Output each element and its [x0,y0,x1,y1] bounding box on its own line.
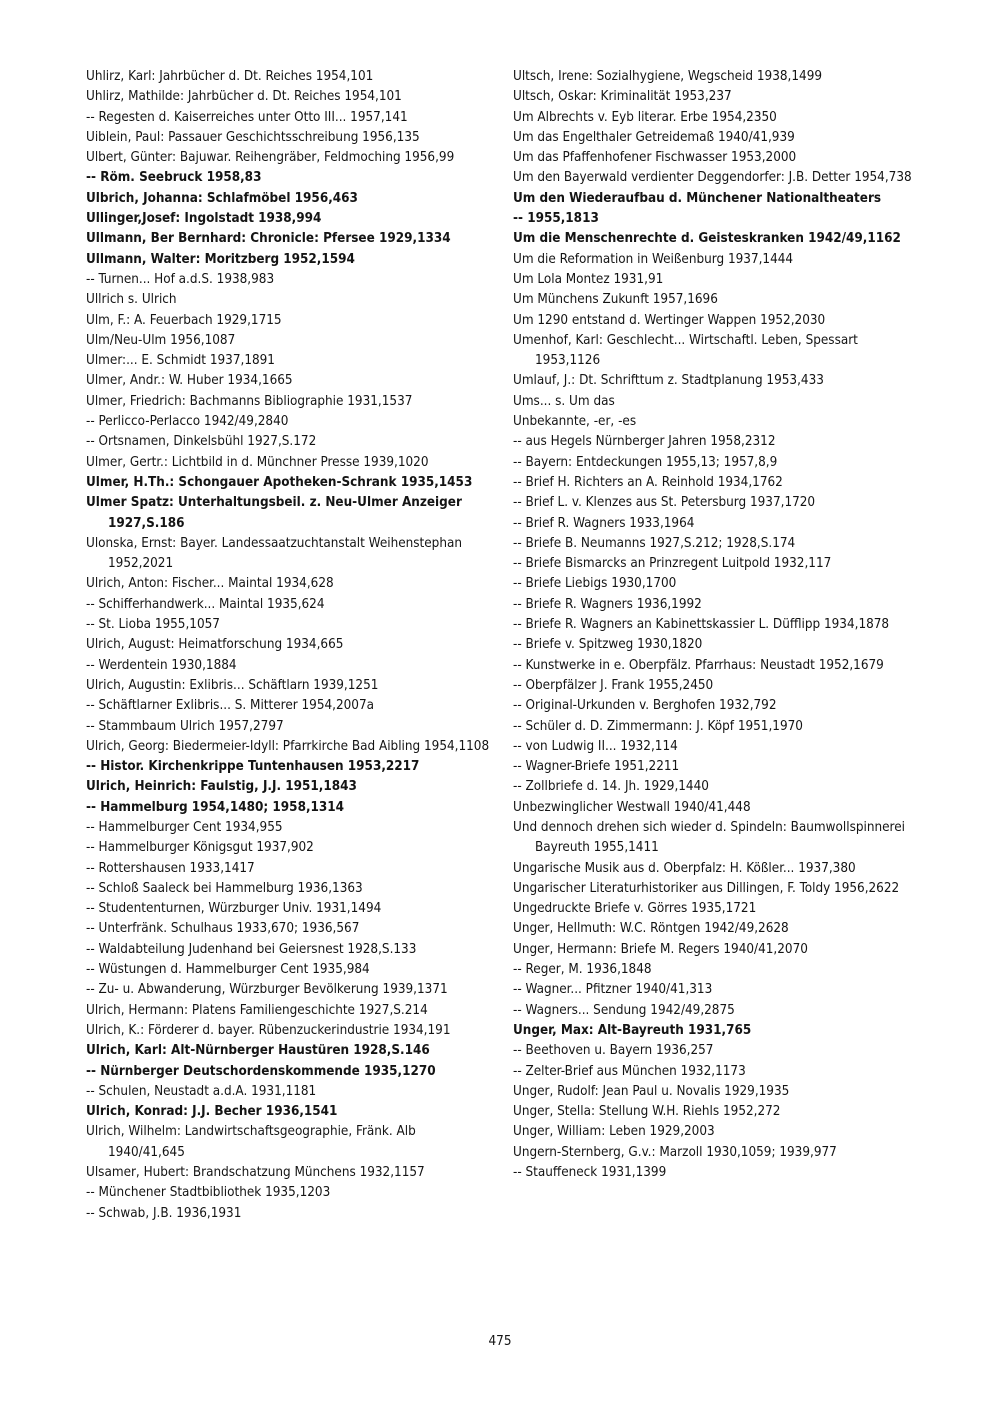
index-entry: -- St. Lioba 1955,1057 [86,617,220,633]
index-entry: Ulrich, Anton: Fischer... Maintal 1934,628 [86,576,334,592]
index-entry: -- Schäftlarner Exlibris... S. Mitterer 1954,2007a [86,698,375,714]
index-entry: -- Schüler d. D. Zimmermann: J. Köpf 1951,1970 [513,718,803,734]
index-entry: -- Turnen... Hof a.d.S. 1938,983 [86,271,275,287]
index-entry: Ultsch, Irene: Sozialhygiene, Wegscheid 1938,1499 [513,69,823,84]
index-entry: Unbekannte, -er, -es [513,414,637,430]
index-entry: Ulm, F.: A. Feuerbach 1929,1715 [86,312,282,328]
index-entry: -- Studententurnen, Würzburger Univ. 1931,1494 [86,901,382,917]
index-entry: Unger, Rudolf: Jean Paul u. Novalis 1929,1935 [513,1083,790,1099]
index-entry: -- Stammbaum Ulrich 1957,2797 [86,718,284,734]
index-entry: Uiblein, Paul: Passauer Geschichtsschreibung 1956,135 [86,129,420,145]
index-entry: Ulrich, Heinrich: Faulstig, J.J. 1951,1843 [86,779,357,795]
index-entry: -- Briefe Liebigs 1930,1700 [513,576,677,592]
index-entry: -- Wüstungen d. Hammelburger Cent 1935,984 [86,962,370,978]
index-entry: -- Histor. Kirchenkrippe Tuntenhausen 1953,2217 [86,759,420,775]
index-entry: Um 1290 entstand d. Wertinger Wappen 1952,2030 [513,312,826,328]
index-entry: Ulrich, Hermann: Platens Familiengeschichte 1927,S.214 [86,1002,428,1018]
index-entry: Um Lola Montez 1931,91 [513,271,664,287]
index-entry: -- Ortsnamen, Dinkelsbühl 1927,S.172 [86,434,317,450]
index-entry: Ums... s. Um das [513,393,615,409]
index-entry: -- Briefe R. Wagners an Kabinettskassier L. Düfflipp 1934,1878 [513,617,890,633]
index-entry: Unger, Hellmuth: W.C. Röntgen 1942/49,2628 [513,921,789,937]
index-entry: -- Brief L. v. Klenzes aus St. Petersburg 1937,1720 [513,495,816,511]
index-entry: -- Reger, M. 1936,1848 [513,962,652,978]
index-entry: -- Münchener Stadtbibliothek 1935,1203 [86,1185,331,1201]
index-entry: -- Briefe B. Neumanns 1927,S.212; 1928,S.174 [513,535,796,551]
index-entry: -- 1955,1813 [513,211,599,227]
index-entry: -- Zelter-Brief aus München 1932,1173 [513,1063,746,1079]
index-entry: Ulrich, Augustin: Exlibris... Schäftlarn 1939,1251 [86,677,379,693]
index-entry: Ulbert, Günter: Bajuwar. Reihengräber, Feldmoching 1956,99 [86,150,455,166]
index-entry: Ullinger,Josef: Ingolstadt 1938,994 [86,211,322,227]
index-entry: Um das Engelthaler Getreidemaß 1940/41,939 [513,129,795,145]
index-entry: -- Wagner-Briefe 1951,2211 [513,759,680,775]
index-entry: Unger, William: Leben 1929,2003 [513,1124,715,1140]
right-index-column [513,67,925,1183]
index-entry: -- Werdentein 1930,1884 [86,657,237,673]
index-entry: Ulrich, Konrad: J.J. Becher 1936,1541 [86,1104,338,1120]
index-entry: Um den Wiederaufbau d. Münchener Nationaltheaters [513,190,882,206]
index-entry: Und dennoch drehen sich wieder d. Spindeln: Baumwollspinnerei Bayreuth 1955,1411 [513,819,905,856]
index-entry: -- Zu- u. Abwanderung, Würzburger Bevölkerung 1939,1371 [86,982,448,998]
index-entry: -- Waldabteilung Judenhand bei Geiersnest 1928,S.133 [86,941,417,957]
index-entry: -- Hammelburger Königsgut 1937,902 [86,840,314,856]
index-entry: -- Brief H. Richters an A. Reinhold 1934,1762 [513,474,783,490]
index-entry: Ulmer:... E. Schmidt 1937,1891 [86,353,275,369]
index-entry: -- Bayern: Entdeckungen 1955,13; 1957,8,9 [513,454,778,470]
index-entry: Ungarische Musik aus d. Oberpfalz: H. Kößler... 1937,380 [513,860,856,876]
index-entry: -- Kunstwerke in e. Oberpfälz. Pfarrhaus: Neustadt 1952,1679 [513,657,884,673]
index-entry: Ulrich, Georg: Biedermeier-Idyll: Pfarrkirche Bad Aibling 1954,1108 [86,738,490,754]
index-entry: -- Stauffeneck 1931,1399 [513,1165,667,1181]
index-entry: -- Original-Urkunden v. Berghofen 1932,792 [513,698,777,714]
index-entry: Ulrich, K.: Förderer d. bayer. Rübenzuckerindustrie 1934,191 [86,1022,451,1038]
index-entry: Umenhof, Karl: Geschlecht... Wirtschaftl. Leben, Spessart 1953,1126 [513,332,858,369]
index-entry: Unbezwinglicher Westwall 1940/41,448 [513,799,751,815]
index-entry: Ullmann, Walter: Moritzberg 1952,1594 [86,251,355,267]
index-entry: -- Wagners... Sendung 1942/49,2875 [513,1002,735,1018]
index-entry: -- Unterfränk. Schulhaus 1933,670; 1936,567 [86,921,360,937]
index-entry: -- Schifferhandwerk... Maintal 1935,624 [86,596,325,612]
index-entry: -- Briefe Bismarcks an Prinzregent Luitpold 1932,117 [513,556,832,572]
index-entry: Um die Menschenrechte d. Geisteskranken 1942/49,1162 [513,231,901,247]
index-entry: Ulsamer, Hubert: Brandschatzung Münchens 1932,1157 [86,1165,425,1181]
index-entry: -- Nürnberger Deutschordenskommende 1935,1270 [86,1063,436,1079]
index-entry: -- Schloß Saaleck bei Hammelburg 1936,1363 [86,880,363,896]
index-entry: Um Albrechts v. Eyb literar. Erbe 1954,2350 [513,109,777,125]
index-entry: Ulmer, H.Th.: Schongauer Apotheken-Schrank 1935,1453 [86,474,473,490]
index-entry: -- Oberpfälzer J. Frank 1955,2450 [513,677,714,693]
index-entry: Um die Reformation in Weißenburg 1937,1444 [513,251,794,267]
index-entry: -- Hammelburg 1954,1480; 1958,1314 [86,799,345,815]
index-entry: Um das Pfaffenhofener Fischwasser 1953,2000 [513,150,797,166]
index-entry: Ullrich s. Ulrich [86,292,177,308]
index-entry: -- Briefe v. Spitzweg 1930,1820 [513,637,703,653]
index-entry: Ungarischer Literaturhistoriker aus Dillingen, F. Toldy 1956,2622 [513,880,900,896]
index-entry: Unger, Max: Alt-Bayreuth 1931,765 [513,1022,752,1038]
index-entry: Ulrich, Wilhelm: Landwirtschaftsgeographie, Fränk. Alb 1940/41,645 [86,1124,416,1160]
index-entry: Ullmann, Ber Bernhard: Chronicle: Pfersee 1929,1334 [86,231,451,247]
index-entry: Ungedruckte Briefe v. Görres 1935,1721 [513,901,757,917]
index-entry: -- Perlicco-Perlacco 1942/49,2840 [86,414,289,430]
left-index-column [86,67,496,1224]
index-entry: -- von Ludwig II... 1932,114 [513,738,678,754]
index-entry: Umlauf, J.: Dt. Schrifttum z. Stadtplanung 1953,433 [513,373,824,389]
index-entry: Ulmer, Friedrich: Bachmanns Bibliographie 1931,1537 [86,393,413,409]
index-entry: Um den Bayerwald verdienter Deggendorfer: J.B. Detter 1954,738 [513,170,912,186]
index-entry: Ulmer, Andr.: W. Huber 1934,1665 [86,373,293,389]
index-entry: -- Zollbriefe d. 14. Jh. 1929,1440 [513,779,709,795]
index-entry: Ulbrich, Johanna: Schlafmöbel 1956,463 [86,190,358,206]
index-entry: Ungern-Sternberg, G.v.: Marzoll 1930,1059; 1939,977 [513,1144,837,1160]
page-number: 475 [488,1334,512,1349]
index-entry: Unger, Stella: Stellung W.H. Riehls 1952,272 [513,1104,781,1120]
index-entry: Ulmer Spatz: Unterhaltungsbeil. z. Neu-Ulmer Anzeiger 1927,S.186 [86,495,462,531]
index-entry: -- Röm. Seebruck 1958,83 [86,170,262,186]
index-entry: Ultsch, Oskar: Kriminalität 1953,237 [513,89,732,105]
index-entry: -- aus Hegels Nürnberger Jahren 1958,2312 [513,434,776,450]
index-entry: -- Hammelburger Cent 1934,955 [86,819,283,835]
index-entry: -- Rottershausen 1933,1417 [86,860,255,876]
index-entry: Ulrich, August: Heimatforschung 1934,665 [86,637,344,653]
index-entry: Unger, Hermann: Briefe M. Regers 1940/41,2070 [513,941,808,957]
index-entry: Um Münchens Zukunft 1957,1696 [513,292,718,308]
index-entry: -- Wagner... Pfitzner 1940/41,313 [513,982,713,998]
index-entry: Uhlirz, Karl: Jahrbücher d. Dt. Reiches 1954,101 [86,69,374,84]
index-entry: Ulm/Neu-Ulm 1956,1087 [86,332,236,348]
index-entry: -- Schulen, Neustadt a.d.A. 1931,1181 [86,1083,317,1099]
index-entry: Ulrich, Karl: Alt-Nürnberger Haustüren 1928,S.146 [86,1043,430,1059]
index-entry: -- Brief R. Wagners 1933,1964 [513,515,695,531]
index-entry: -- Briefe R. Wagners 1936,1992 [513,596,702,612]
index-entry: Uhlirz, Mathilde: Jahrbücher d. Dt. Reiches 1954,101 [86,89,402,105]
index-entry: Ulmer, Gertr.: Lichtbild in d. Münchner Presse 1939,1020 [86,454,429,470]
index-entry: Ulonska, Ernst: Bayer. Landessaatzuchtanstalt Weihenstephan 1952,2021 [86,535,462,572]
index-entry: -- Schwab, J.B. 1936,1931 [86,1205,242,1221]
index-entry: -- Beethoven u. Bayern 1936,257 [513,1043,714,1059]
index-entry: -- Regesten d. Kaiserreiches unter Otto III... 1957,141 [86,109,408,125]
